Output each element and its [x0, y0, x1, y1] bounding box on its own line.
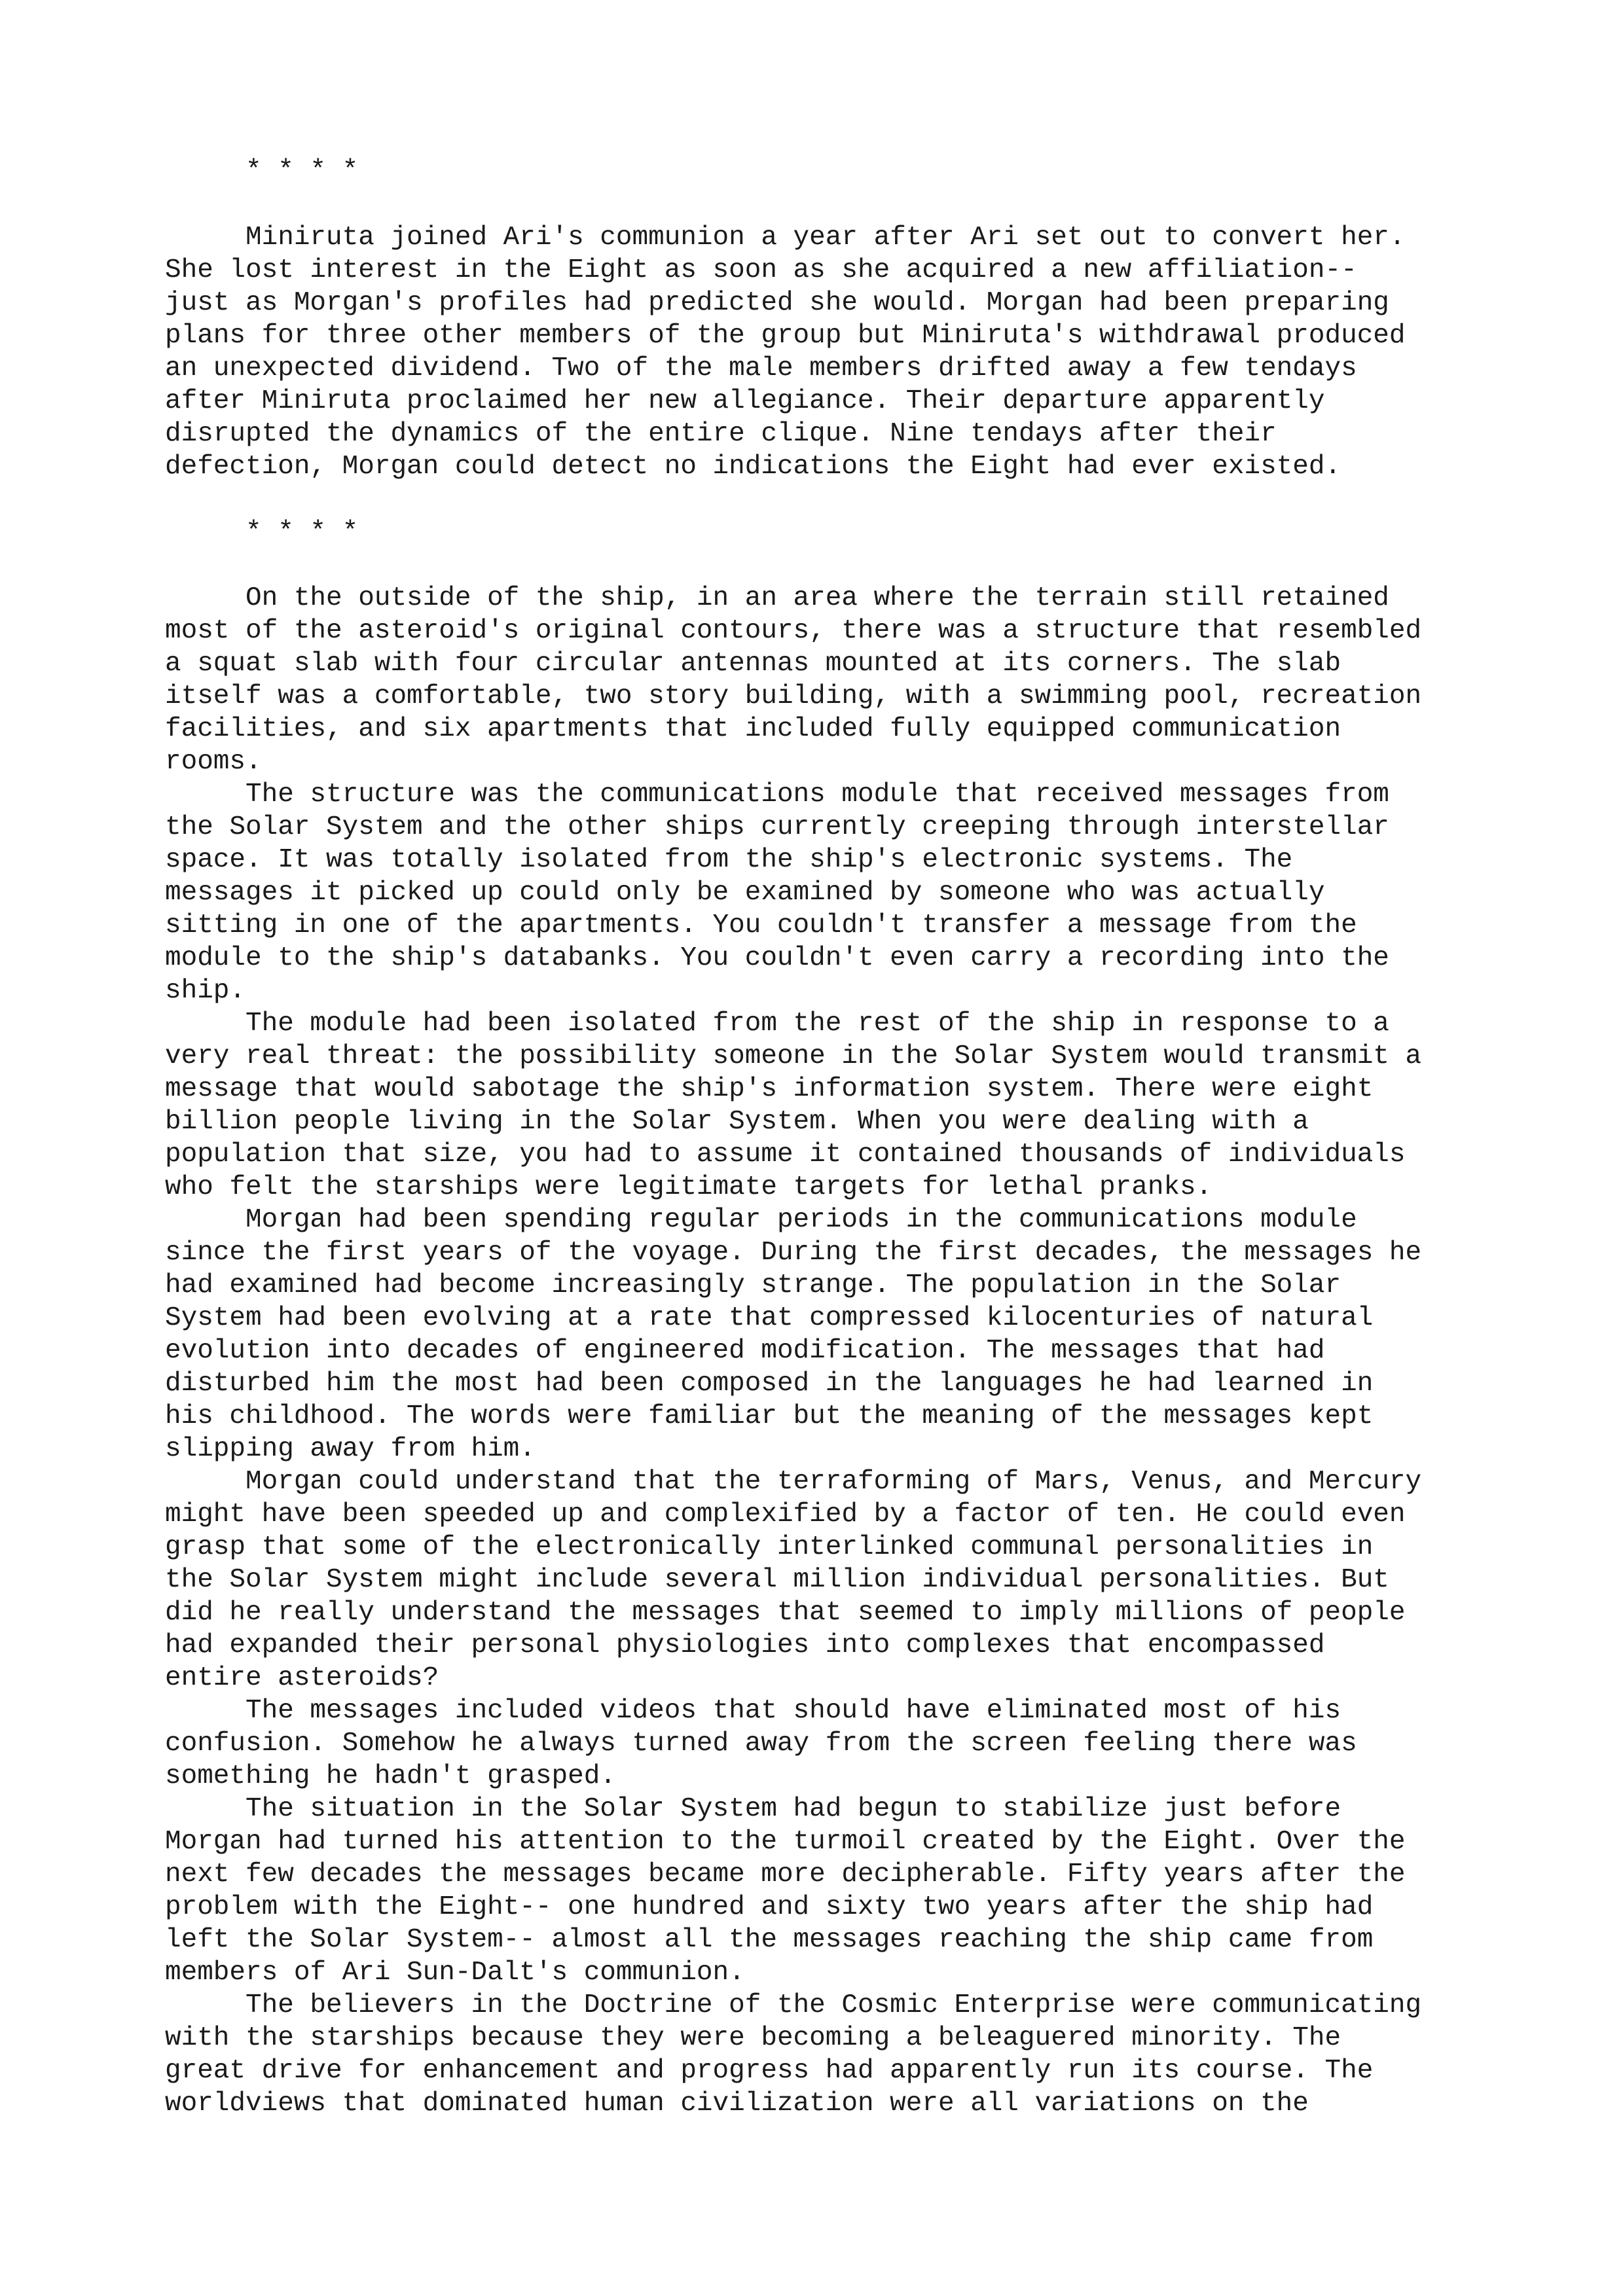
text-line: messages it picked up could only be examined by someone who was actually: [165, 878, 1325, 908]
text-line: a squat slab with four circular antennas mounted at its corners. The slab: [165, 649, 1341, 679]
separator-2: [165, 516, 1474, 548]
separator-line: * * * *: [165, 517, 359, 547]
text-line: Morgan had been spending regular periods in the communications module: [165, 1205, 1357, 1235]
text-line: with the starships because they were becoming a beleaguered minority. The: [165, 2023, 1341, 2053]
text-line: after Miniruta proclaimed her new allegiance. Their departure apparently: [165, 386, 1325, 416]
text-line: very real threat: the possibility someone in the Solar System would transmit a: [165, 1041, 1422, 1071]
text-line: ship.: [165, 976, 246, 1006]
text-line: problem with the Eight-- one hundred and sixty two years after the ship had: [165, 1892, 1374, 1922]
text-line: the Solar System might include several million individual personalities. But: [165, 1565, 1389, 1595]
paragraph-miniruta: [165, 221, 1474, 483]
text-line: sitting in one of the apartments. You couldn't transfer a message from the: [165, 910, 1357, 941]
text-line: rooms.: [165, 747, 262, 777]
text-line: The messages included videos that should have eliminated most of his: [165, 1696, 1341, 1726]
text-line: something he hadn't grasped.: [165, 1761, 616, 1791]
text-line: grasp that some of the electronically interlinked communal personalities in: [165, 1532, 1374, 1562]
text-line: population that size, you had to assume it contained thousands of individuals: [165, 1139, 1406, 1170]
text-line: [165, 2120, 1474, 2153]
text-line: confusion. Somehow he always turned away from the screen feeling there was: [165, 1729, 1357, 1759]
text-line: The structure was the communications module that received messages from: [165, 780, 1389, 810]
section-module: [165, 582, 1474, 2153]
text-line: disrupted the dynamics of the entire clique. Nine tendays after their: [165, 419, 1277, 449]
text-line: defection, Morgan could detect no indications the Eight had ever existed.: [165, 452, 1341, 482]
text-line: who felt the starships were legitimate targets for lethal pranks.: [165, 1172, 1213, 1202]
text-line: message that would sabotage the ship's information system. There were eight: [165, 1074, 1374, 1104]
text-line: had expanded their personal physiologies into complexes that encompassed: [165, 1630, 1325, 1660]
text-line: an unexpected dividend. Two of the male members drifted away a few tendays: [165, 353, 1357, 384]
text-line: System had been evolving at a rate that compressed kilocenturies of natural: [165, 1303, 1374, 1333]
text-line: slipping away from him.: [165, 1434, 536, 1464]
text-line: plans for three other members of the group but Miniruta's withdrawal produced: [165, 321, 1406, 351]
text-line: The situation in the Solar System had begun to stabilize just before: [165, 1794, 1341, 1824]
text-line: disturbed him the most had been composed in the languages he had learned in: [165, 1369, 1374, 1399]
text-line: since the first years of the voyage. During the first decades, the messages he: [165, 1238, 1422, 1268]
text-line: space. It was totally isolated from the ship's electronic systems. The: [165, 845, 1293, 875]
text-line: itself was a comfortable, two story building, with a swimming pool, recreation: [165, 681, 1422, 711]
text-line: worldviews that dominated human civilization were all variations on the: [165, 2089, 1309, 2119]
text-line: Morgan could understand that the terraforming of Mars, Venus, and Mercury: [165, 1467, 1422, 1497]
text-line: next few decades the messages became more decipherable. Fifty years after the: [165, 1859, 1406, 1890]
text-line: Miniruta joined Ari's communion a year after Ari set out to convert her.: [165, 223, 1406, 253]
separator-1: [165, 154, 1474, 187]
text-line: just as Morgan's profiles had predicted she would. Morgan had been preparing: [165, 288, 1389, 318]
text-line: his childhood. The words were familiar but the meaning of the messages kept: [165, 1401, 1374, 1431]
text-line: billion people living in the Solar System. When you were dealing with a: [165, 1107, 1309, 1137]
text-line: module to the ship's databanks. You couldn't even carry a recording into the: [165, 943, 1389, 973]
text-line: evolution into decades of engineered modification. The messages that had: [165, 1336, 1325, 1366]
text-line: most of the asteroid's original contours, there was a structure that resembled: [165, 616, 1422, 646]
text-line: Morgan had turned his attention to the turmoil created by the Eight. Over the: [165, 1827, 1406, 1857]
text-line: had examined had become increasingly strange. The population in the Solar: [165, 1270, 1341, 1300]
text-line: members of Ari Sun-Dalt's communion.: [165, 1958, 745, 1988]
text-line: facilities, and six apartments that included fully equipped communication: [165, 714, 1341, 744]
text-line: left the Solar System-- almost all the messages reaching the ship came from: [165, 1925, 1374, 1955]
text-line: The believers in the Doctrine of the Cosmic Enterprise were communicating: [165, 1990, 1422, 2020]
separator-line: * * * *: [165, 156, 359, 186]
text-line: On the outside of the ship, in an area where the terrain still retained: [165, 583, 1389, 613]
text-line: The module had been isolated from the rest of the ship in response to a: [165, 1009, 1389, 1039]
text-line: entire asteroids?: [165, 1663, 439, 1693]
text-line: She lost interest in the Eight as soon as she acquired a new affiliation--: [165, 255, 1357, 285]
text-line: great drive for enhancement and progress had apparently run its course. The: [165, 2056, 1374, 2086]
text-line: the Solar System and the other ships currently creeping through interstellar: [165, 812, 1389, 842]
text-line: did he really understand the messages that seemed to imply millions of people: [165, 1598, 1406, 1628]
text-line: might have been speeded up and complexified by a factor of ten. He could even: [165, 1499, 1406, 1530]
